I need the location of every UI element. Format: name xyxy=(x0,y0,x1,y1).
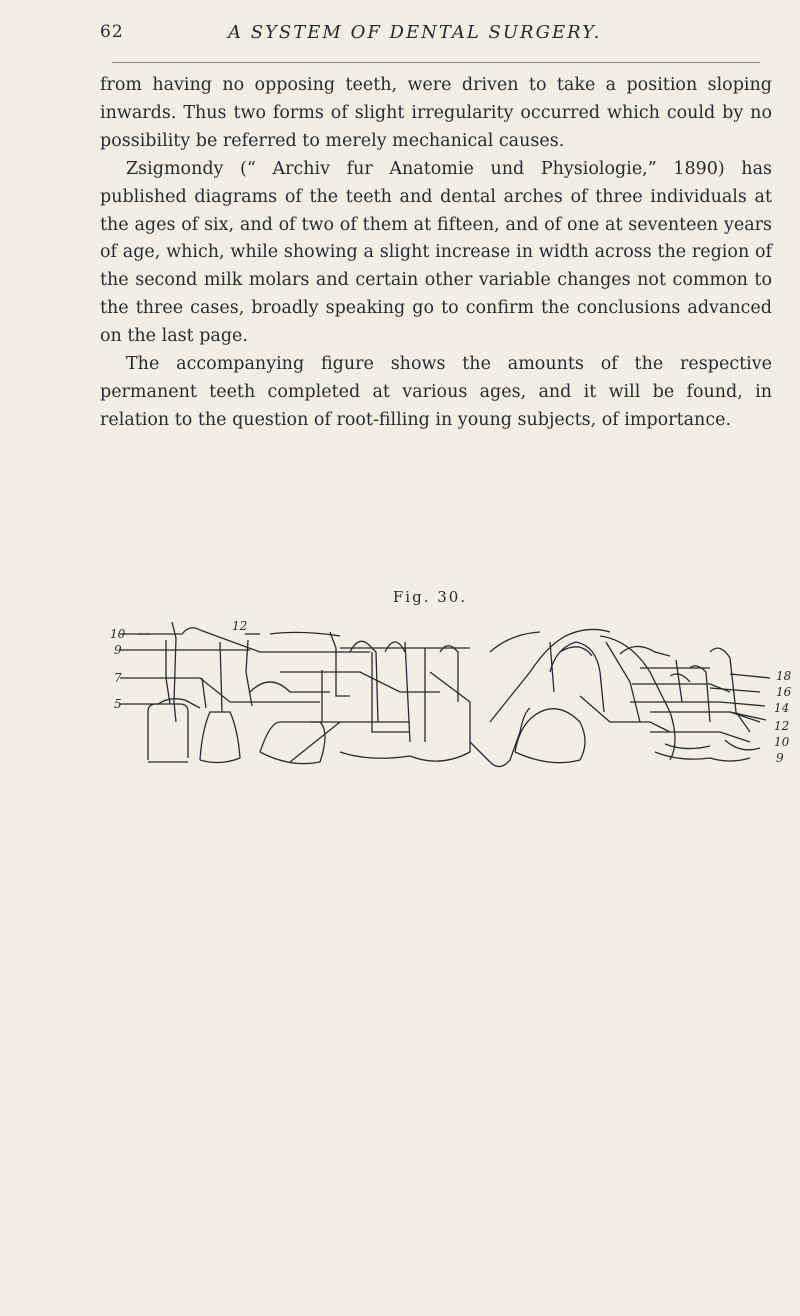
left-label-7: 7 xyxy=(114,671,122,685)
body-text xyxy=(100,72,772,435)
right-label-9: 9 xyxy=(776,751,784,765)
right-label-14: 14 xyxy=(774,701,790,715)
left-label-10: 10 xyxy=(110,627,126,641)
running-title: A SYSTEM OF DENTAL SURGERY. xyxy=(228,22,602,43)
paragraph-2: Zsigmondy (“ Archiv fur Anatomie und Physiologie,” 1890) has published diagrams of the teeth and dental arches of three individuals at the ages of six, and of two of them at fifteen, and of one at seventeen years of age, which, while showing a slight increase in width across the region of the second milk molars and certain other variable changes not common to the three cases, broadly speaking go to confirm the conclusions advanced on the last page. xyxy=(100,158,772,347)
right-label-12: 12 xyxy=(774,719,790,733)
page-header xyxy=(100,22,760,52)
right-label-16: 16 xyxy=(776,685,792,699)
tooth-development-diagram xyxy=(110,612,800,772)
right-label-10: 10 xyxy=(774,735,790,749)
left-label-9: 9 xyxy=(114,643,122,657)
page-number: 62 xyxy=(100,22,124,42)
header-rule xyxy=(112,62,760,63)
paragraph-1: from having no opposing teeth, were driven to take a position sloping inwards. Thus two forms of slight irregularity occurred which could by no possibility be referred to merely mechanical causes. xyxy=(100,75,772,151)
tooth-diagram-svg xyxy=(110,612,800,772)
figure-caption: Fig. 30. xyxy=(392,588,468,606)
paragraph-3: The accompanying figure shows the amounts of the respective permanent teeth completed at various ages, and it will be found, in relation to the question of root-filling in young subjects, of importance. xyxy=(100,354,772,430)
top-label-12: 12 xyxy=(232,619,248,633)
right-label-18: 18 xyxy=(776,669,792,683)
left-label-5: 5 xyxy=(114,697,122,711)
